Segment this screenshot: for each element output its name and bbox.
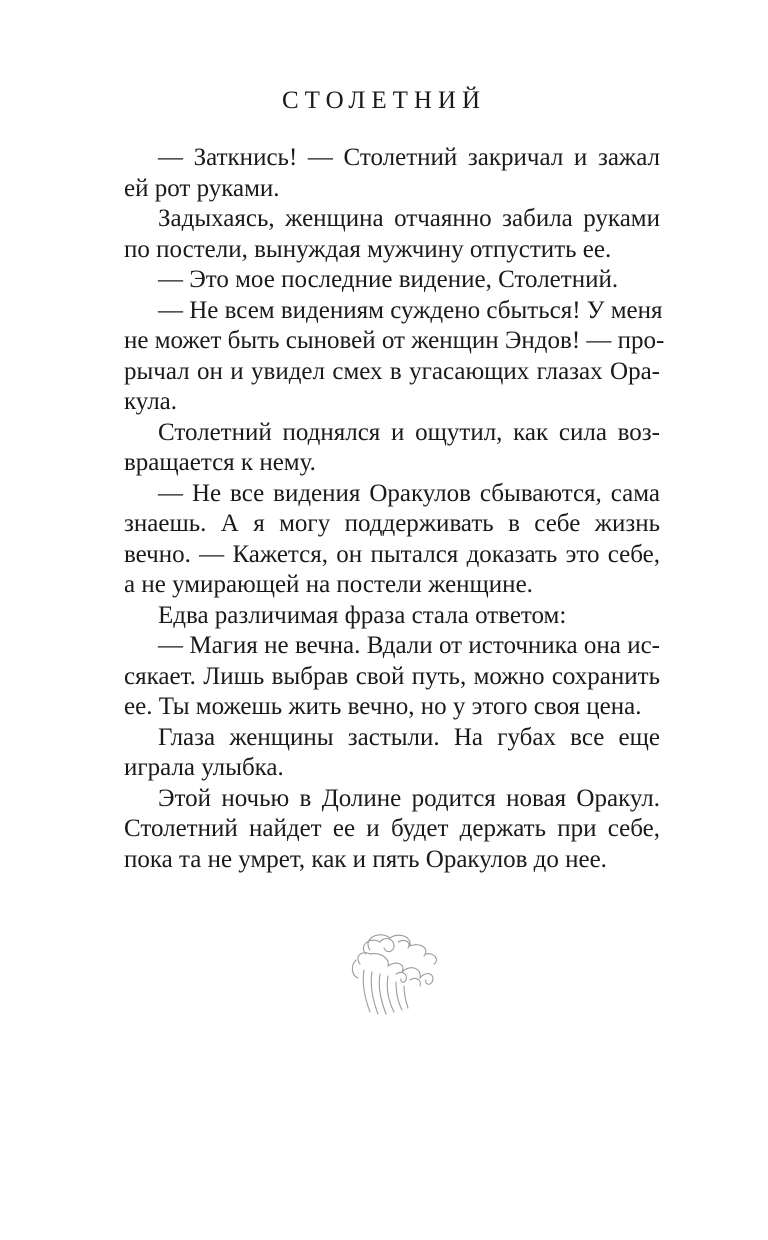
text-line: играла улыбка. (124, 754, 284, 781)
text-line: Столетний поднялся и ощутил, как сила воз- (158, 418, 660, 446)
text-line: — Не всем видениям суждено сбыться! У меня (158, 296, 663, 324)
text-line: — Магия не вечна. Вдали от источника она ис- (158, 632, 660, 659)
running-head: СТОЛЕТНИЙ (281, 87, 487, 114)
text-line: Едва различимая фраза стала ответом: (158, 601, 567, 629)
text-line: — Заткнись! — Столетний закричал и зажал (158, 144, 660, 171)
text-line: знаешь. А я могу поддерживать в себе жизнь (124, 510, 660, 537)
text-line: Этой ночью в Долине родится новая Оракул. (158, 784, 660, 812)
text-line: Столетний найдет ее и будет держать при себе, (124, 815, 660, 842)
text-line: сякает. Лишь выбрав свой путь, можно сохранить (124, 662, 660, 690)
text-line: пока та не умрет, как и пять Оракулов до нее. (124, 845, 607, 873)
text-line: ее. Ты можешь жить вечно, но у этого своя цена. (124, 693, 642, 720)
text-line: не может быть сыновей от женщин Эндов! — про- (124, 327, 665, 354)
text-line: рычал он и увидел смех в угасающих глазах Ора- (124, 357, 660, 385)
text-line: вращается к нему. (124, 449, 316, 476)
text-line: — Не все видения Оракулов сбываются, сама (158, 479, 660, 507)
text-line: вечно. — Кажется, он пытался доказать это себе, (124, 540, 660, 568)
text-line: Глаза женщины застыли. На губах все еще (158, 723, 660, 751)
text-line: Задыхаясь, женщина отчаянно забила руками (158, 205, 660, 232)
body-text (124, 143, 665, 875)
text-line: ей рот руками. (124, 174, 280, 202)
text-line: — Это мое последние видение, Столетний. (158, 266, 619, 293)
text-line: кула. (124, 388, 178, 415)
text-line: по постели, вынуждая мужчину отпустить ее. (124, 235, 612, 263)
wave-ornament-icon (340, 930, 448, 1018)
text-line: а не умирающей на постели женщине. (124, 571, 533, 598)
